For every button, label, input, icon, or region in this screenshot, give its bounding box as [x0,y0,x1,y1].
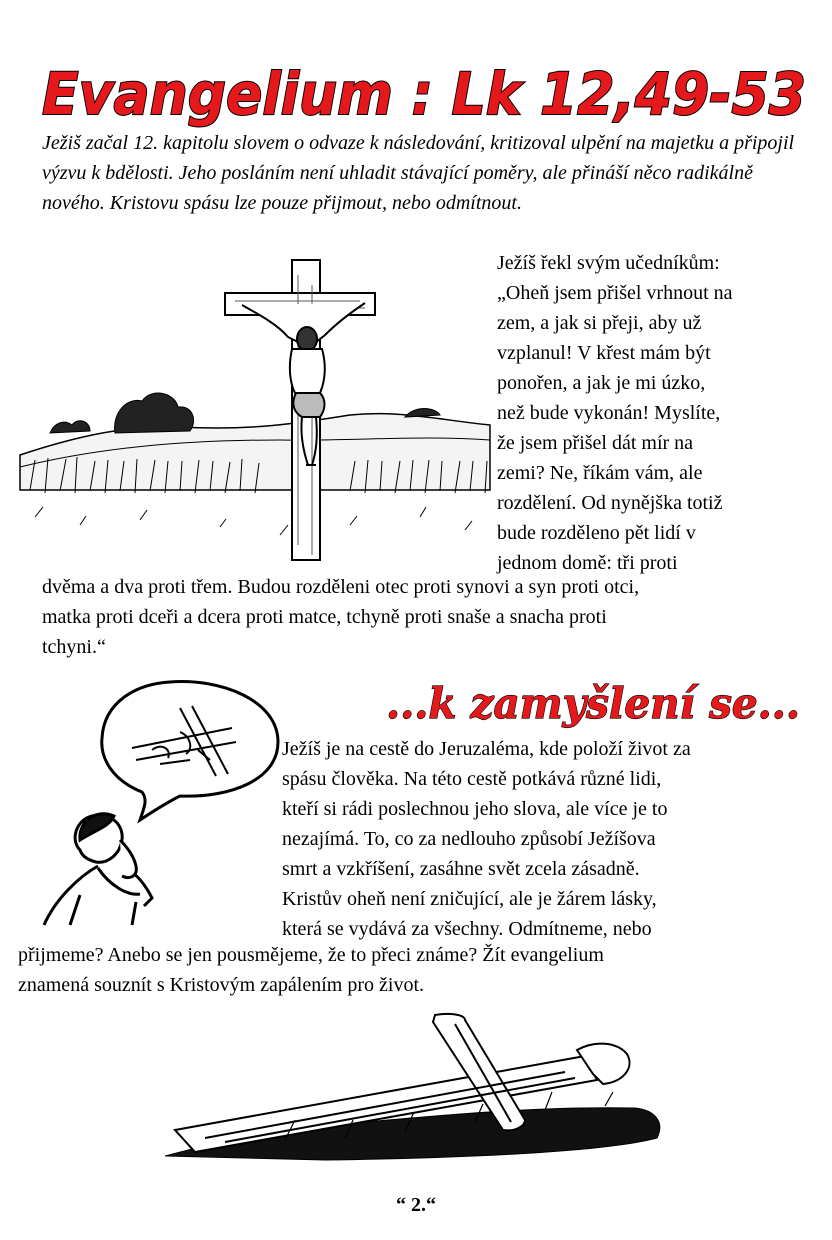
intro-paragraph: Ježiš začal 12. kapitolu slovem o odvaze k následování, kritizoval ulpění na majetku a připojil výzvu k bdělosti. Jeho posláním není uhladit stávající poměry, ale přináší něco radikálně nového. Kristovu spásu lze pouze přijmout, nebo odmítnout. [42,132,795,214]
thinking-person-illustration [40,680,285,925]
reflection-line: Ježíš je na cestě do Jeruzaléma, kde položí život za [282,738,691,760]
gospel-text-bottom [42,572,812,662]
reflection-heading [384,676,804,730]
gospel-line: Ježíš řekl svým učedníkům: [497,252,720,274]
reflection-line: nezajímá. To, co za nedlouho způsobí Ježíšova [282,828,656,850]
gospel-line: než bude vykonán! Myslíte, [497,402,721,424]
gospel-line: tchyni.“ [42,636,106,658]
reflection-line: smrt a vzkříšení, zasáhne svět zcela zásadně. [282,858,640,880]
reflection-line: spásu člověka. Na této cestě potkává různé lidi, [282,768,662,790]
gospel-text-right [497,248,807,578]
fallen-cross-illustration [165,1010,665,1160]
reflection-text-right [282,734,807,944]
gospel-line: vzplanul! V křest mám být [497,342,711,364]
gospel-line: jednom domě: tři proti [497,552,678,574]
gospel-line: „Oheň jsem přišel vrhnout na [497,282,733,304]
gospel-line: zem, a jak si přeji, aby už [497,312,702,334]
reflection-line: Kristův oheň není zničující, ale je žárem lásky, [282,888,657,910]
gospel-line: že jsem přišel dát mír na [497,432,694,454]
gospel-line: bude rozděleno pět lidí v [497,522,696,544]
gospel-line: rozdělení. Od nynějška totiž [497,492,723,514]
reflection-heading-text: ...k zamyšlení se... [386,679,800,728]
reflection-line: znamená souznít s Kristovým zapálením pro život. [18,974,425,996]
crucifix-illustration [20,255,490,560]
reflection-line: přijmeme? Anebo se jen pousmějeme, že to přeci známe? Žít evangelium [18,944,604,966]
gospel-line: matka proti dceři a dcera proti matce, tchyně proti snaše a snacha proti [42,606,607,628]
reflection-text-bottom [18,940,808,1000]
page-title [40,58,810,128]
reflection-line: která se vydává za všechny. Odmítneme, nebo [282,918,652,940]
gospel-line: dvěma a dva proti třem. Budou rozděleni otec proti synovi a syn proti otci, [42,576,640,598]
title-text: Evangelium : Lk 12,49-53 [42,60,806,128]
page-number: “ 2.“ [396,1194,436,1216]
gospel-line: zemi? Ne, říkám vám, ale [497,462,703,484]
reflection-line: kteří si rádi poslechnou jeho slova, ale více je to [282,798,668,820]
gospel-line: ponořen, a jak je mi úzko, [497,372,706,394]
